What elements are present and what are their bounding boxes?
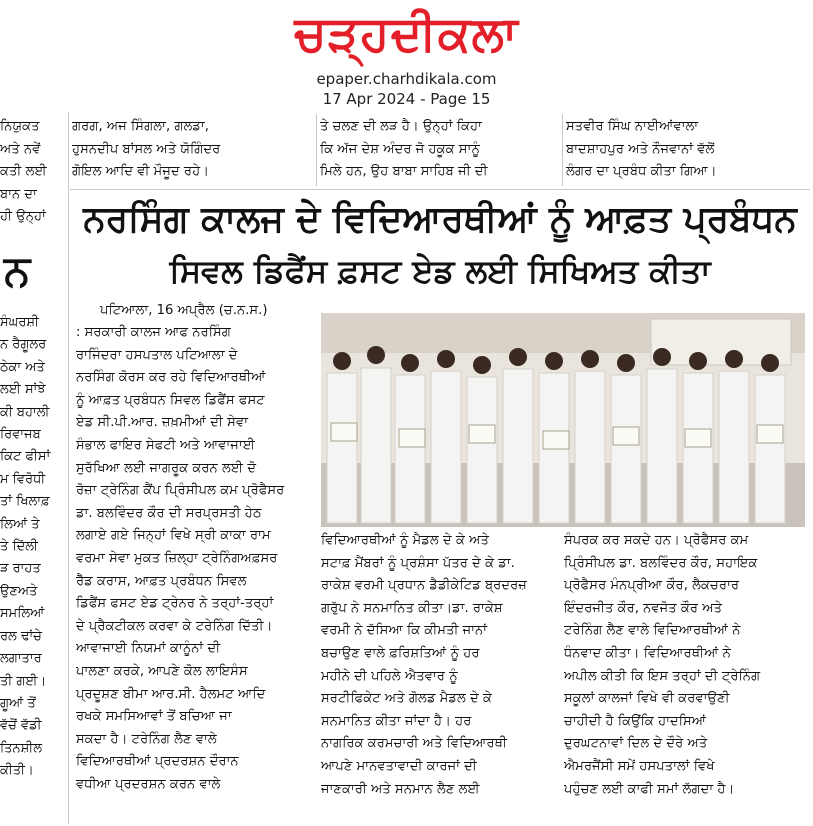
text-line: ਰਖਕੇ ਸਮਸਿਆਵਾਂ ਤੋਂ ਬਚਿਆ ਜਾ [76, 709, 232, 725]
text-line: ਲੰਗਰ ਦਾ ਪ੍ਰਬੰਧ ਕੀਤਾ ਗਿਆ। [566, 164, 717, 180]
text-line: ਐਮਰਜੈਂਸੀ ਸਮੇਂ ਹਸਪਤਾਲਾਂ ਵਿਖੇ [564, 758, 715, 774]
prev-story-col1 [72, 116, 312, 186]
text-line: ਸਕੂਲਾਂ ਕਾਲਜਾਂ ਵਿਖੇ ਵੀ ਕਰਵਾਉਣੀ [564, 691, 730, 707]
text-line: ਗੂਆਂ ਤੋਂ [0, 695, 36, 711]
text-line: ਲਈ ਸਾਂਝੇ [0, 382, 46, 398]
text-line: ਸਨਮਾਨਿਤ ਕੀਤਾ ਜਾਂਦਾ ਹੈ। ਹਰ [321, 713, 472, 729]
text-line: ਬਾਦਸ਼ਾਹਪੁਰ ਅਤੇ ਨੌਜਵਾਨਾਂ ਵੱਲੋਂ [566, 141, 715, 157]
text-line: ਕਿ ਅੱਜ ਦੇਸ਼ ਅੰਦਰ ਜੋ ਹਕੂਕ ਸਾਨੂੰ [320, 141, 480, 157]
text-line: ਸਕਦਾ ਹੈ। ਟਰੇਨਿੰਗ ਲੈਣ ਵਾਲੇ [76, 731, 217, 747]
text-line: ਪ੍ਰਿੰਸੀਪਲ ਡਾ. ਬਲਵਿੰਦਰ ਕੌਰ, ਸਹਾਇਕ [564, 555, 758, 571]
text-line: ਧੰਨਵਾਦ ਕੀਤਾ। ਵਿਦਿਆਰਥੀਆਂ ਨੇ [564, 645, 731, 661]
left-column-top [0, 116, 66, 234]
text-line: ਸੰਪਰਕ ਕਰ ਸਕਦੇ ਹਨ। ਪ੍ਰੋਫੈਸਰ ਕਮ [564, 533, 749, 548]
text-line: ਡਾ. ਬਲਵਿੰਦਰ ਕੌਰ ਦੀ ਸਰਪ੍ਰਸਤੀ ਹੇਠ [76, 505, 262, 521]
article-column-2 [321, 530, 557, 800]
text-line: ੜ ਰਾਹਤ [0, 561, 41, 577]
text-line: ਵਧੀਆ ਪ੍ਰਦਰਸ਼ਨ ਕਰਨ ਵਾਲੇ [76, 776, 221, 792]
text-line: ਲਗਾਏ ਗਏ ਜਿਨ੍ਹਾਂ ਵਿਖੇ ਸ੍ਰੀ ਕਾਕਾ ਰਾਮ [76, 528, 271, 544]
text-line: ਨ ਰੈਗੂਲਰ [0, 337, 47, 353]
text-line: ਵੱਚੋਂ ਵੱਡੀ [0, 718, 42, 734]
text-line: ਕੀ ਬਹਾਲੀ [0, 404, 50, 420]
text-line: ਮਿਲੇ ਹਨ, ਉਹ ਬਾਬਾ ਸਾਹਿਬ ਜੀ ਦੀ [320, 164, 488, 180]
text-line: ਏਡ ਸੀ.ਪੀ.ਆਰ. ਜ਼ਖ਼ਮੀਆਂ ਦੀ ਸੇਵਾ [76, 415, 248, 431]
epaper-url[interactable]: epaper.charhdikala.com [316, 70, 497, 88]
text-line: ਰਾਜਿੰਦਰਾ ਹਸਪਤਾਲ ਪਟਿਆਲਾ ਦੇ [76, 347, 238, 363]
masthead [0, 0, 813, 114]
text-line: ਰੋਜ਼ਾ ਟ੍ਰੇਨਿੰਗ ਕੈਂਪ ਪ੍ਰਿੰਸੀਪਲ ਕਮ ਪ੍ਰੋਫੈਸਰ [76, 483, 285, 499]
text-line: ਮਹੀਨੇ ਦੀ ਪਹਿਲੇ ਐਤਵਾਰ ਨੂੰ [321, 668, 458, 684]
text-line: ਜਾਣਕਾਰੀ ਅਤੇ ਸਨਮਾਨ ਲੈਣ ਲਈ [321, 781, 480, 797]
article-headline-line2: ਸਿਵਲ ਡਿਫੈਂਸ ਫ਼ਸਟ ਏਡ ਲਈ ਸਿਖਿਅਤ ਕੀਤਾ [169, 252, 711, 290]
text-line: ਕੀਤੀ। [0, 763, 34, 779]
headline-fragment: ਨ [4, 246, 31, 295]
text-line: ਰੈੱਡ ਕਰਾਸ, ਆਫ਼ਤ ਪ੍ਰਬੰਧਨ ਸਿਵਲ [76, 573, 247, 589]
column-divider [68, 112, 69, 824]
text-line: ਠੇਕਾ ਅਤੇ [0, 359, 45, 375]
text-line: ਨਿਯੁਕਤ [0, 119, 40, 134]
text-line: ਤਿਨਸ਼ੀਲ [0, 740, 42, 756]
column-divider [316, 114, 317, 186]
text-line: ਕਿਟ ਫੀਸਾਂ [0, 449, 51, 465]
text-line: ਤਾਂ ਖਿਲਾਫ਼ [0, 494, 50, 510]
text-line: ਪ੍ਰਦੂਸ਼ਣ ਬੀਮਾ ਆਰ.ਸੀ. ਹੈਲਮਟ ਆਦਿ [76, 686, 266, 702]
text-line: ਸੁਰੱਖਿਆ ਲਈ ਜਾਗਰੂਕ ਕਰਨ ਲਈ ਦੋ [76, 460, 257, 476]
text-line: ਪਾਲਣਾ ਕਰਕੇ, ਆਪਣੇ ਕੋਲ ਲਾਇਸੰਸ [76, 663, 248, 679]
column-divider [562, 114, 563, 186]
text-line: ਵਰਮੀ ਨੇ ਦੱਸਿਆ ਕਿ ਕੀਮਤੀ ਜਾਨਾਂ [321, 623, 488, 639]
text-line: ਸਰਟੀਫਿਕੇਟ ਅਤੇ ਗੋਲਡ ਮੈਡਲ ਦੇ ਕੇ [321, 691, 492, 707]
text-line: ਰਿਵਾਜਬ [0, 427, 41, 443]
text-line: ਤੇ ਦਿੱਲੀ [0, 539, 38, 555]
text-line: ਚਾਹੀਦੀ ਹੈ ਕਿਉਂਕਿ ਹਾਦਸਿਆਂ [564, 713, 707, 729]
text-line: ਕਤੀ ਲਈ [0, 164, 47, 180]
text-line: ਨਰਸਿੰਗ ਕੋਰਸ ਕਰ ਰਹੇ ਵਿਦਿਆਰਥੀਆਂ [76, 370, 266, 386]
text-line: ਲਿਆਂ ਤੇ [0, 516, 40, 532]
article-column-3 [564, 530, 808, 800]
text-line: ਅਪੀਲ ਕੀਤੀ ਕਿ ਇਸ ਤਰ੍ਹਾਂ ਦੀ ਟ੍ਰੇਨਿੰਗ [564, 668, 761, 684]
text-line: ਡਿਫੈਂਸ ਫਸਟ ਏਡ ਟ੍ਰੇਨਰ ਨੇ ਤਰ੍ਹਾਂ-ਤਰ੍ਹਾਂ [76, 596, 274, 612]
left-column-body [0, 312, 66, 812]
text-line: ਇੰਦਰਜੀਤ ਕੌਰ, ਨਵਜੋਤ ਕੌਰ ਅਤੇ [564, 600, 723, 616]
section-divider [70, 189, 810, 190]
text-line: ਹੀ ਉਨ੍ਹਾਂ [0, 209, 46, 225]
text-line: ਬਾਨ ਦਾ [0, 186, 37, 202]
article-headline-line1: ਨਰਸਿੰਗ ਕਾਲਜ ਦੇ ਵਿਦਿਆਰਥੀਆਂ ਨੂੰ ਆਫ਼ਤ ਪ੍ਰਬੰਧਨ [83, 199, 797, 240]
text-line: ਨਾਗਰਿਕ ਕਰਮਚਾਰੀ ਅਤੇ ਵਿਦਿਆਰਥੀ [321, 736, 507, 752]
text-line: ਪਹੁੰਚਣ ਲਈ ਕਾਫੀ ਸਮਾਂ ਲੱਗਦਾ ਹੈ। [564, 781, 735, 797]
text-line: ਗੋਇਲ ਆਦਿ ਵੀ ਮੌਜੂਦ ਰਹੇ। [72, 164, 210, 180]
text-line: ਸਮਲਿਆਂ [0, 606, 45, 622]
prev-story-col3 [566, 116, 806, 186]
text-line: : ਸਰਕਾਰੀ ਕਾਲਜ ਆਫ ਨਰਸਿੰਗ [76, 325, 231, 340]
article-photo [321, 313, 805, 527]
article-column-1 [76, 322, 316, 802]
text-line: ਤੀ ਗਈ। [0, 673, 47, 689]
text-line: ਪ੍ਰੋਫੈਸਰ ਮੰਨਪ੍ਰੀਆ ਕੌਰ, ਲੈਕਚਰਾਰ [564, 578, 740, 594]
text-line: ਅਤੇ ਨਵੇਂ [0, 141, 41, 157]
text-line: ਗਰੁੱਪ ਨੇ ਸਨਮਾਨਿਤ ਕੀਤਾ।ਡਾ. ਰਾਕੇਸ਼ [321, 600, 503, 616]
text-line: ਬਚਾਉਣ ਵਾਲੇ ਫ਼ਰਿਸ਼ਤਿਆਂ ਨੂੰ ਹਰ [321, 645, 480, 661]
text-line: ਵਰਮਾ ਸੇਵਾ ਮੁਕਤ ਜ਼ਿਲ੍ਹਾ ਟ੍ਰੇਨਿੰਗਅਫ਼ਸਰ [76, 550, 278, 566]
text-line: ਲਗਾਤਾਰ [0, 651, 42, 667]
text-line: ਦੇ ਪ੍ਰੈਕਟੀਕਲ ਕਰਵਾ ਕੇ ਟਰੇਨਿੰਗ ਦਿੱਤੀ। [76, 618, 273, 634]
text-line: ਸੰਘਰਸ਼ੀ [0, 315, 39, 330]
text-line: ਵਿਦਿਆਰਥੀਆਂ ਪ੍ਰਦਰਸ਼ਨ ਦੌਰਾਨ [76, 754, 239, 770]
text-line: ਆਪਣੇ ਮਾਨਵਤਾਵਾਦੀ ਕਾਰਜਾਂ ਦੀ [321, 758, 477, 774]
text-line: ਰਲ ਢਾਂਚੇ [0, 628, 42, 644]
text-line: ਵਿਦਿਆਰਥੀਆਂ ਨੂੰ ਮੈਡਲ ਦੇ ਕੇ ਅਤੇ [321, 533, 489, 548]
issue-date-page: 17 Apr 2024 - Page 15 [322, 90, 491, 108]
text-line: ਸੰਭਾਲ ਫਾਇਰ ਸੇਫਟੀ ਅਤੇ ਆਵਾਜਾਈ [76, 437, 255, 453]
text-line: ਗਰਗ, ਅਜ ਸਿੰਗਲਾ, ਗਲਡਾ, [72, 119, 209, 134]
text-line: ਸਤਵੀਰ ਸਿੰਘ ਨਾਈਆਂਵਾਲਾ [566, 119, 699, 134]
article-dateline: ਪਟਿਆਲਾ, 16 ਅਪ੍ਰੈਲ (ਚ.ਨ.ਸ.) [100, 303, 268, 318]
text-line: ਦੁਰਘਟਨਾਵਾਂ ਦਿਲ ਦੇ ਦੌਰੇ ਅਤੇ [564, 736, 708, 752]
text-line: ਆਵਾਜਾਈ ਨਿਯਮਾਂ ਕਾਨੂੰਨਾਂ ਦੀ [76, 641, 221, 657]
newspaper-logo: ਚੜ੍ਹਦੀਕਲਾ [294, 6, 519, 62]
text-line: ਸਟਾਫ਼ ਮੈਂਬਰਾਂ ਨੂੰ ਪ੍ਰਸ਼ੰਸਾ ਪੱਤਰ ਦੇ ਕੇ ਡਾ. [321, 555, 515, 571]
text-line: ਰਾਕੇਸ਼ ਵਰਮੀ ਪ੍ਰਧਾਨ ਡੈਡੀਕੇਟਿਡ ਬ੍ਰਦਰਜ਼ [321, 578, 527, 594]
prev-story-col2 [320, 116, 558, 186]
text-line: ਟਰੇਨਿੰਗ ਲੈਣ ਵਾਲੇ ਵਿਦਿਆਰਥੀਆਂ ਨੇ [564, 623, 741, 639]
text-line: ਮ ਵਿਰੋਧੀ [0, 471, 46, 487]
text-line: ਹੁਸਨਦੀਪ ਬਾਂਸਲ ਅਤੇ ਯੋਗਿੰਦਰ [72, 141, 221, 157]
text-line: ਉਣਅਤੇ [0, 583, 38, 599]
text-line: ਤੇ ਚਲਣ ਦੀ ਲੜ ਹੈ। ਉਨ੍ਹਾਂ ਕਿਹਾ [320, 119, 482, 134]
text-line: ਨੂੰ ਆਫ਼ਤ ਪ੍ਰਬੰਧਨ ਸਿਵਲ ਡਿਫੈਂਸ ਫਸਟ [76, 392, 265, 408]
